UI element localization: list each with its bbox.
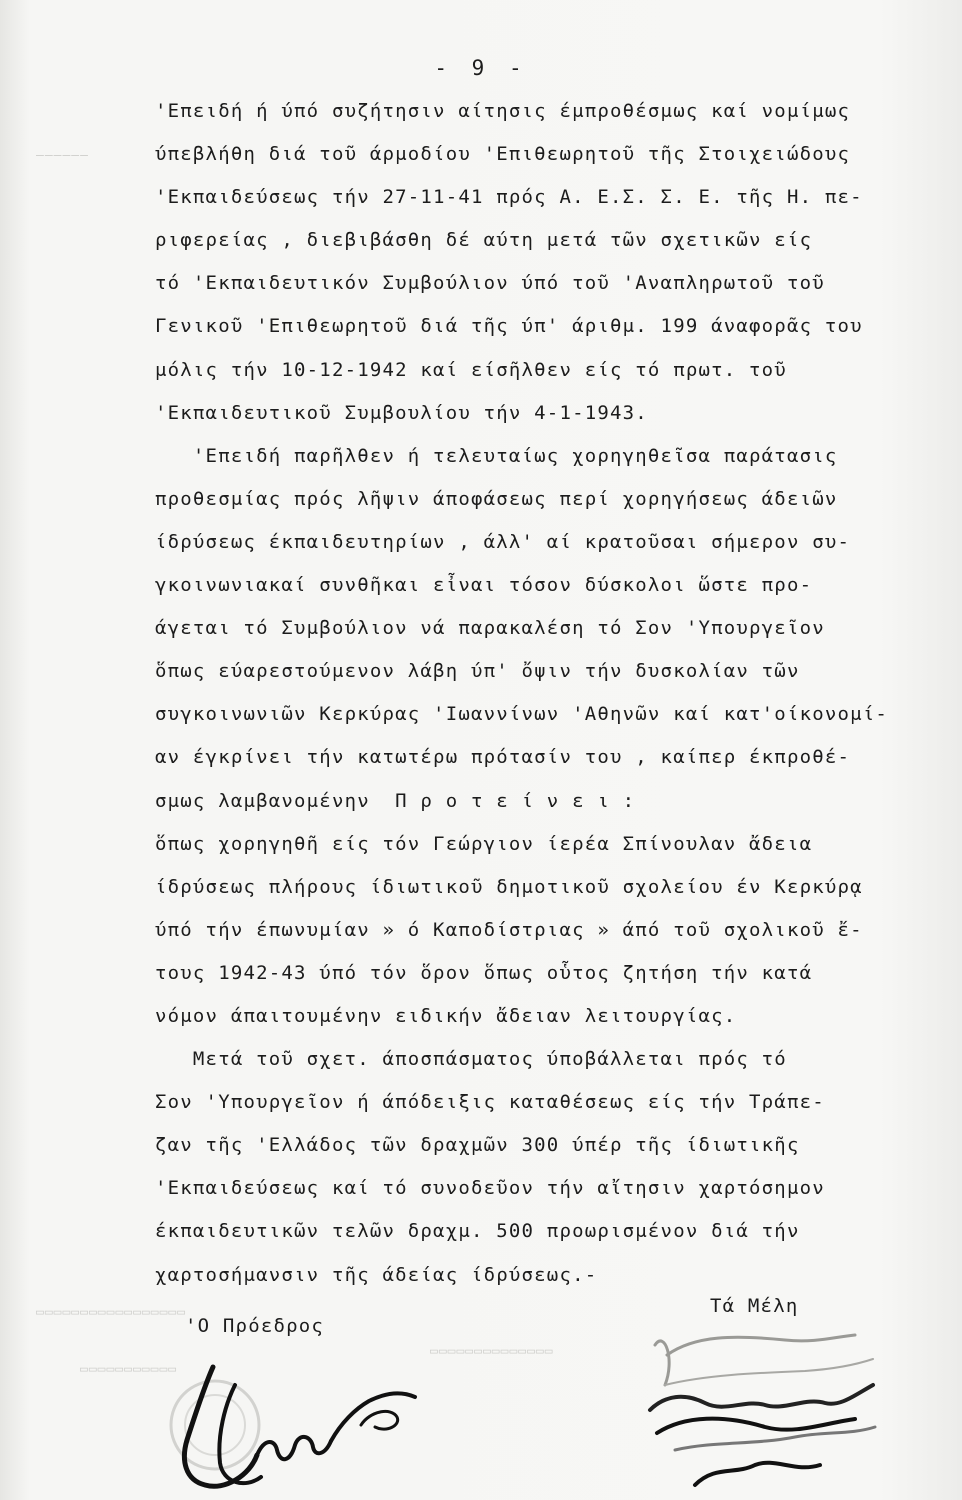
typed-line: ζαν τῆς 'Ελλάδος τῶν δραχμῶν 300 ύπέρ τῆς ίδιωτικῆς (155, 1134, 800, 1157)
typed-line: άγεται τό Συμβούλιον νά παρακαλέση τό Σον 'Υπουργεῖον (155, 617, 825, 640)
typed-line: γκοινωνιακαί συνθῆκαι εἶναι τόσον δύσκολοι ὥστε προ- (155, 574, 813, 597)
typed-body (155, 90, 935, 1297)
typed-line: αν έγκρίνει τήν κατωτέρω πρότασίν του , καίπερ έκπροθέ- (155, 746, 851, 769)
typed-line: ὅπως εύαρεστούμενον λάβη ύπ' ὄψιν τήν δυσκολίαν τῶν (155, 660, 800, 683)
page-number: - 9 - (434, 56, 528, 80)
typed-line: 'Εκπαιδεύσεως καί τό συνοδεῦον τήν αἴτησιν χαρτόσημον (155, 1177, 825, 1200)
typed-line: σμως λαμβανομένην Π ρ ο τ ε ί ν ε ι : (155, 789, 636, 812)
bleed-through-artifact: —————— (36, 148, 89, 163)
typed-line: νόμον άπαιτουμένην ειδικήν ἄδειαν λειτουργίας. (155, 1004, 737, 1027)
typed-line: Σον 'Υπουργεῖον ή άπόδειξις καταθέσεως είς τήν Τράπε- (155, 1091, 825, 1114)
bleed-through-artifact: ▭▭▭▭▭▭▭▭▭▭▭▭▭▭▭▭▭ (36, 1305, 187, 1320)
bleed-through-artifact: ▭▭▭▭▭▭▭▭▭▭▭ (80, 1362, 178, 1377)
typed-line: ὅπως χορηγηθῆ είς τόν Γεώργιον ίερέα Σπίνουλαν ἄδεια (155, 832, 813, 855)
bleed-through-artifact: ▭▭▭▭▭▭▭▭▭▭▭▭▭▭ (430, 1344, 554, 1359)
typed-line: ύπό τήν έπωνυμίαν » ό Καποδίστριας » άπό τοῦ σχολικοῦ ἔ- (155, 918, 863, 941)
typed-line: έκπαιδευτικῶν τελῶν δραχμ. 500 προωρισμένον διά τήν (155, 1220, 800, 1243)
president-signature (165, 1345, 435, 1500)
typed-line: συγκοινωνιῶν Κερκύρας 'Ιωαννίνων 'Αθηνῶν καί κατ'οίκονομί- (155, 703, 889, 726)
typed-line: ίδρύσεως πλήρους ίδιωτικοῦ δημοτικοῦ σχολείου έν Κερκύρᾳ (155, 875, 863, 898)
typed-line: χαρτοσήμανσιν τῆς άδείας ίδρύσεως.- (155, 1263, 598, 1286)
typed-line: 'Εκπαιδευτικοῦ Συμβουλίου τήν 4-1-1943. (155, 401, 648, 424)
president-label: 'Ο Πρόεδρος (185, 1315, 325, 1337)
typed-line: ύπεβλήθη διά τοῦ άρμοδίου 'Επιθεωρητοῦ τῆς Στοιχειώδους (155, 143, 851, 166)
typed-line: ριφερείας , διεβιβάσθη δέ αύτη μετά τῶν σχετικῶν είς (155, 229, 813, 252)
typed-line: 'Επειδή ή ύπό συζήτησιν αίτησις έμπροθέσμως καί νομίμως (155, 100, 851, 122)
typed-line: Γενικοῦ 'Επιθεωρητοῦ διά τῆς ύπ' άριθμ. 199 άναφορᾶς του (155, 315, 863, 338)
typed-line: 'Εκπαιδεύσεως τήν 27-11-41 πρός Α. Ε.Σ. Σ. Ε. τῆς Η. πε- (155, 186, 863, 209)
typed-line: τους 1942-43 ύπό τόν ὅρον ὅπως οὗτος ζητήση τήν κατά (155, 961, 813, 984)
members-label: Τά Μέλη (710, 1295, 799, 1317)
typed-line: τό 'Εκπαιδευτικόν Συμβούλιον ύπό τοῦ 'Αναπληρωτοῦ τοῦ (155, 272, 825, 295)
typed-line: ίδρύσεως έκπαιδευτηρίων , άλλ' αί κρατοῦσαι σήμερον συ- (155, 530, 851, 553)
typed-line: 'Επειδή παρῆλθεν ή τελευταίως χορηγηθεῖσα παράτασις (155, 444, 838, 467)
typed-line: μόλις τήν 10-12-1942 καί είσῆλθεν είς τό πρωτ. τοῦ (155, 358, 787, 381)
typed-line: Μετά τοῦ σχετ. άποσπάσματος ύποβάλλεται πρός τό (155, 1048, 787, 1071)
members-signatures (605, 1315, 905, 1500)
typed-line: προθεσμίας πρός λῆψιν άποφάσεως περί χορηγήσεως άδειῶν (155, 487, 838, 510)
